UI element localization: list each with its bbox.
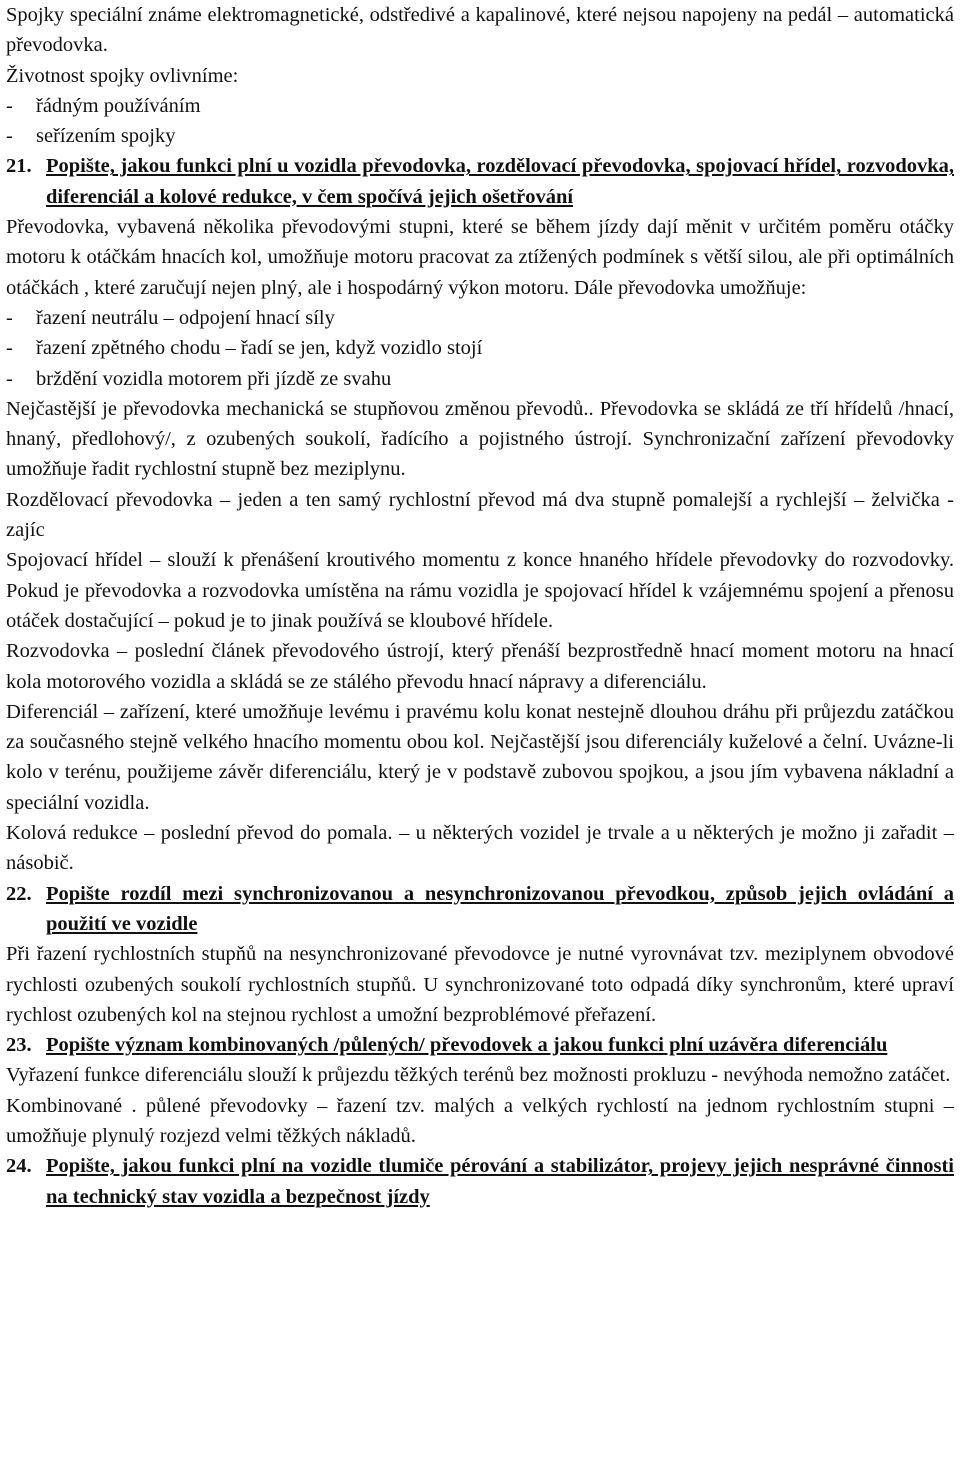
paragraph-transfer-case: Rozdělovací převodovka – jeden a ten samý rychlostní převod má dva stupně pomalejší a rychlejší – želvička - zajíc [6, 488, 954, 542]
paragraph-wheel-reduction: Kolová redukce – poslední převod do pomala. – u některých vozidel je trvale a u některých je možno ji zařadit – násobič. [6, 822, 954, 875]
question-21-heading [6, 151, 954, 212]
intro-paragraph-clutches: Spojky speciální známe elektromagnetické, odstředivé a kapalinové, které nejsou napojeny na pedál – automatická převodovka. [6, 4, 954, 57]
paragraph-mechanical-gearbox: Nejčastější je převodovka mechanická se stupňovou změnou převodů.. Převodovka se skládá ze tří hřídelů /hnací, hnaný, předlohový/, z ozubených soukolí, řadícího a pojistného ústrojí. Synchronizační zařízení převodovky umožňuje řadit rychlostní stupně bez meziplynu. [6, 397, 954, 481]
question-title: Popište rozdíl mezi synchronizovanou a nesynchronizovanou převodkou, způsob jejich ovládání a použití ve vozidle [46, 882, 954, 935]
intro-paragraph-lifespan: Životnost spojky ovlivníme: [6, 64, 239, 87]
bullet-item: - seřízením spojky [6, 125, 176, 148]
question-number: 24. [6, 1155, 32, 1178]
paragraph-final-drive: Rozvodovka – poslední článek převodového ústrojí, který přenáší bezprostředně hnací moment motoru na hnací kola motorového vozidla a skládá se ze stálého převodu hnací nápravy a diferenciálu. [6, 640, 954, 693]
question-24-heading [6, 1151, 954, 1212]
bullet-item: - řádným používáním [6, 94, 201, 117]
question-title: Popište, jakou funkci plní na vozidle tlumiče pérování a stabilizátor, projevy jejich nesprávné činnosti na technický stav vozidla a bezpečnost jízdy [46, 1155, 954, 1208]
question-number: 23. [6, 1034, 32, 1057]
bullet-item: - brždění vozidla motorem při jízdě ze svahu [6, 367, 392, 390]
question-number: 21. [6, 155, 32, 178]
paragraph-differential: Diferenciál – zařízení, které umožňuje levému i pravému kolu konat nestejně dlouhou dráhu při průjezdu zatáčkou za současného stejně velkého hnacího momentu obou kol. Nejčastější jsou diferenciály kuželové a čelní. Uvázne-li kolo v terénu, použijeme závěr diferenciálu, který je v podstavě zubovou spojkou, a jsou jím vybavena nákladní a speciální vozidla. [6, 700, 954, 814]
paragraph-gearbox: Převodovka, vybavená několika převodovými stupni, které se během jízdy dají měnit v určitém poměru otáčky motoru k otáčkám hnacích kol, umožňuje motoru pracovat za ztížených podmínek s větší silou, ale při optimálních otáčkách , které zaručují nejen plný, ale i hospodárný výkon motoru. Dále převodovka umožňuje: [6, 216, 954, 299]
paragraph-differential-lock: Vyřazení funkce diferenciálu slouží k průjezdu těžkých terénů bez možnosti prokluzu - nevýhoda nemožno zatáčet. [6, 1064, 951, 1087]
bullet-item: - řazení zpětného chodu – řadí se jen, když vozidlo stojí [6, 337, 483, 360]
paragraph-drive-shaft: Spojovací hřídel – slouží k přenášení kroutivého momentu z konce hnaného hřídele převodovky do rozvodovky. Pokud je převodovka a rozvodovka umístěna na rámu vozidla je spojovací hřídel k vzájemnému spojení a přenosu otáček dostačující – pokud je to jinak používá se kloubové hřídele. [6, 549, 954, 632]
question-title: Popište, jakou funkci plní u vozidla převodovka, rozdělovací převodovka, spojovací hřídel, rozvodovka, diferenciál a kolové redukce, v čem spočívá jejich ošetřování [46, 155, 954, 208]
question-23-heading [6, 1030, 954, 1060]
question-title: Popište význam kombinovaných /půlených/ převodovek a jakou funkci plní uzávěra diferenciálu [46, 1034, 888, 1057]
paragraph-split-gearbox: Kombinované . půlené převodovky – řazení tzv. malých a velkých rychlostí na jednom rychlostním stupni – umožňuje plynulý rozjezd velmi těžkých nákladů. [6, 1094, 954, 1147]
bullet-item: - řazení neutrálu – odpojení hnací síly [6, 306, 335, 329]
paragraph-synchronization: Při řazení rychlostních stupňů na nesynchronizované převodovce je nutné vyrovnávat tzv. meziplynem obvodové rychlosti ozubených soukolí rychlostních stupňů. U synchronizované toto odpadá díky synchronům, které upraví rychlost ozubených kol na stejnou rychlost a umožní bezproblémové přeřazení. [6, 943, 954, 1026]
question-number: 22. [6, 882, 32, 905]
question-22-heading [6, 879, 954, 940]
